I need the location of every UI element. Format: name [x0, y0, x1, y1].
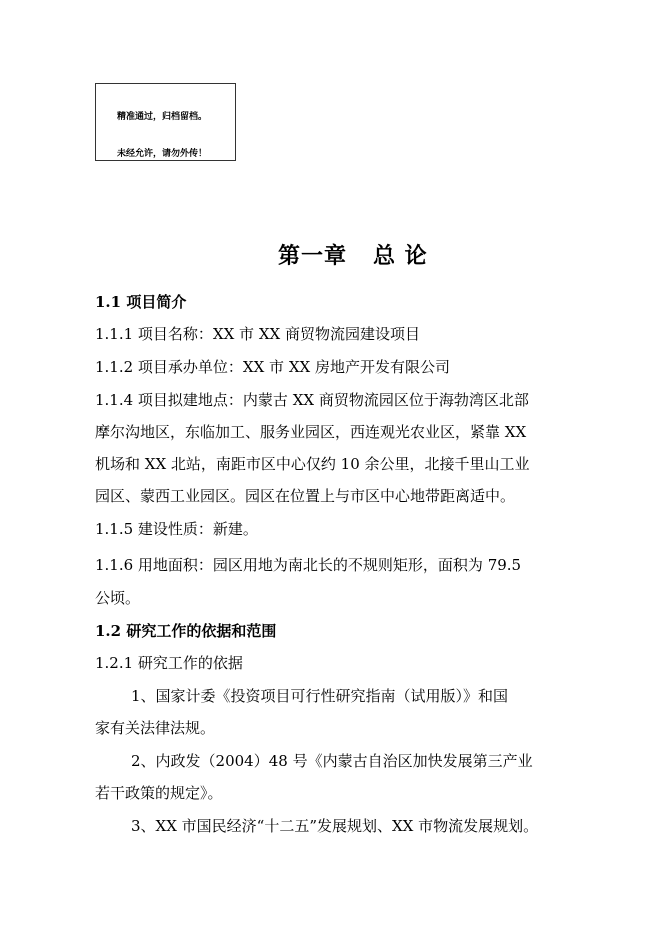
item-project-location-line4: 园区、蒙西工业园区。园区在位置上与市区中心地带距离适中。: [95, 487, 516, 505]
stamp-line-confidential: 未经允许，请勿外传！: [117, 149, 208, 159]
item-project-name: 1.1.1 项目名称：XX 市 XX 商贸物流园建设项目: [95, 325, 420, 343]
chapter-title: 第一章 总 论: [278, 243, 428, 269]
basis-item-1-line1: 1、国家计委《投资项目可行性研究指南（试用版）》和国: [131, 687, 509, 705]
item-project-location-line3: 机场和 XX 北站，南距市区中心仅约 10 余公里，北接千里山工业: [95, 455, 530, 473]
section-heading-1-1: 1.1 项目简介: [95, 293, 187, 311]
basis-item-2-line2: 若干政策的规定》。: [95, 784, 223, 802]
item-construction-nature: 1.1.5 建设性质：新建。: [95, 520, 258, 538]
item-project-location-line1: 1.1.4 项目拟建地点：内蒙古 XX 商贸物流园区位于海勃湾区北部: [95, 391, 529, 409]
confidential-stamp-box: [95, 83, 236, 161]
basis-item-2-line1: 2、内政发（2004）48 号《内蒙古自治区加快发展第三产业: [131, 752, 533, 770]
item-project-location-line2: 摩尔沟地区，东临加工、服务业园区，西连观光农业区，紧靠 XX: [95, 423, 527, 441]
item-land-area-line2: 公顷。: [95, 589, 141, 607]
subsection-heading-1-2-1: 1.2.1 研究工作的依据: [95, 654, 243, 672]
basis-item-1-line2: 家有关法律法规。: [95, 719, 216, 737]
item-land-area-line1: 1.1.6 用地面积：园区用地为南北长的不规则矩形，面积为 79.5: [95, 556, 522, 574]
basis-item-3-line1: 3、XX 市国民经济“十二五”发展规划、XX 市物流发展规划。: [131, 817, 539, 835]
stamp-line-approved: 精准通过，归档留档。: [117, 112, 208, 122]
section-heading-1-2: 1.2 研究工作的依据和范围: [95, 622, 277, 640]
item-project-organizer: 1.1.2 项目承办单位：XX 市 XX 房地产开发有限公司: [95, 358, 450, 376]
